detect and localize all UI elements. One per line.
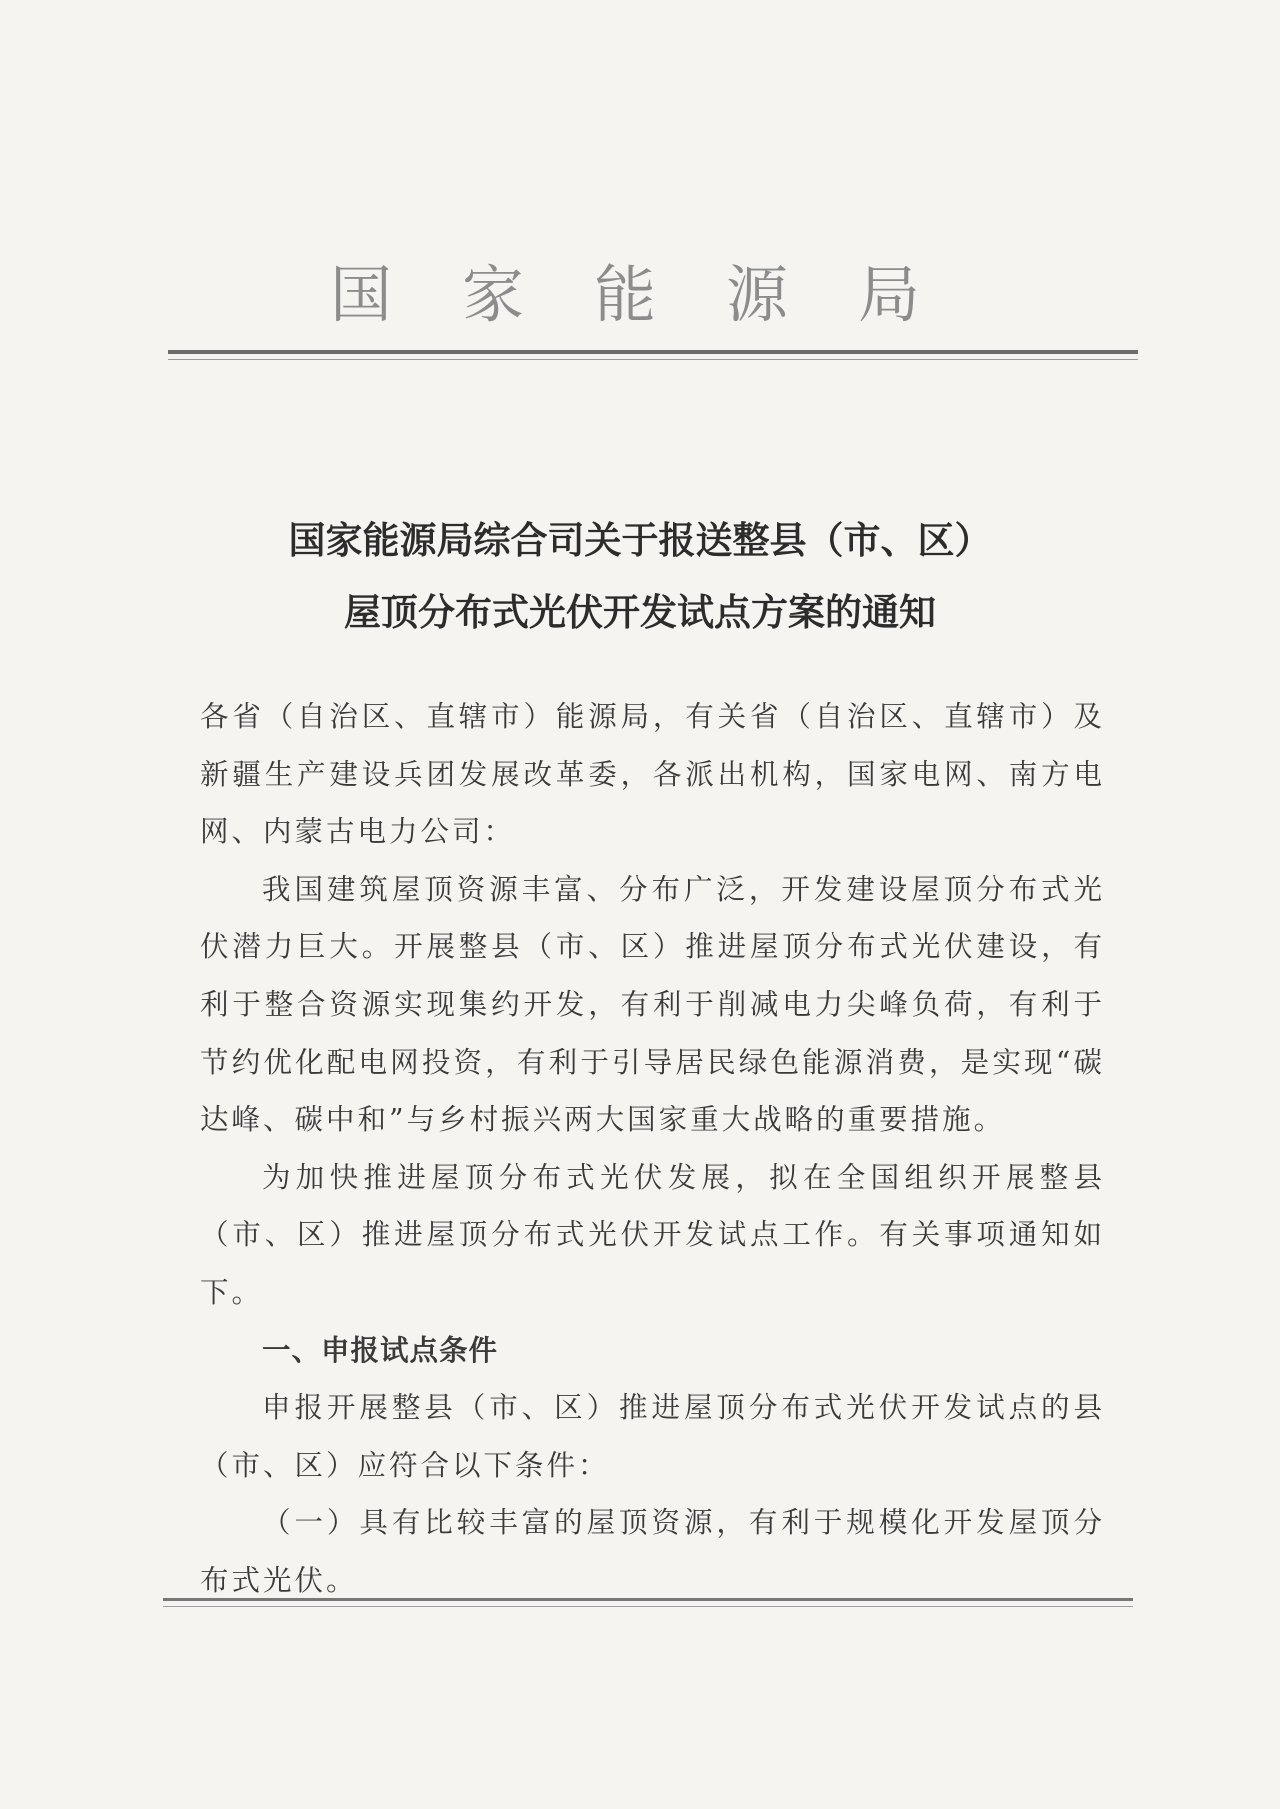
header-rule: [168, 350, 1138, 354]
footer-rule: [163, 1598, 1133, 1601]
section-heading: 一、申报试点条件: [262, 1333, 499, 1367]
paragraph-conditions: 申报开展整县（市、区）推进屋顶分布式光伏开发试点的县（市、区）应符合以下条件：: [200, 1391, 1105, 1482]
paragraph-intro: 我国建筑屋顶资源丰富、分布广泛，开发建设屋顶分布式光伏潜力巨大。开展整县（市、区）推进屋顶分布式光伏建设，有利于整合资源实现集约开发，有利于削减电力尖峰负荷，有利于节约优化配电网投资，有利于引导居民绿色能源消费，是实现“碳达峰、碳中和”与乡村振兴两大国家重大战略的重要措施。: [200, 872, 1105, 1137]
agency-header: 国家能源局: [330, 258, 991, 331]
paragraph-purpose: 为加快推进屋顶分布式光伏发展，拟在全国组织开展整县（市、区）推进屋顶分布式光伏开发试点工作。有关事项通知如下。: [200, 1160, 1105, 1309]
paragraph-condition-1: （一）具有比较丰富的屋顶资源，有利于规模化开发屋顶分布式光伏。: [200, 1506, 1105, 1597]
title-line-1: 国家能源局综合司关于报送整县（市、区）: [288, 519, 992, 562]
document-title: [160, 505, 1120, 649]
header-rule-thin: [168, 359, 1138, 360]
footer-rule-thin: [163, 1606, 1133, 1607]
document-body: [200, 688, 1105, 1610]
addressee: 各省（自治区、直辖市）能源局，有关省（自治区、直辖市）及新疆生产建设兵团发展改革委，各派出机构，国家电网、南方电网、内蒙古电力公司：: [200, 700, 1105, 849]
title-line-2: 屋顶分布式光伏开发试点方案的通知: [344, 591, 936, 634]
